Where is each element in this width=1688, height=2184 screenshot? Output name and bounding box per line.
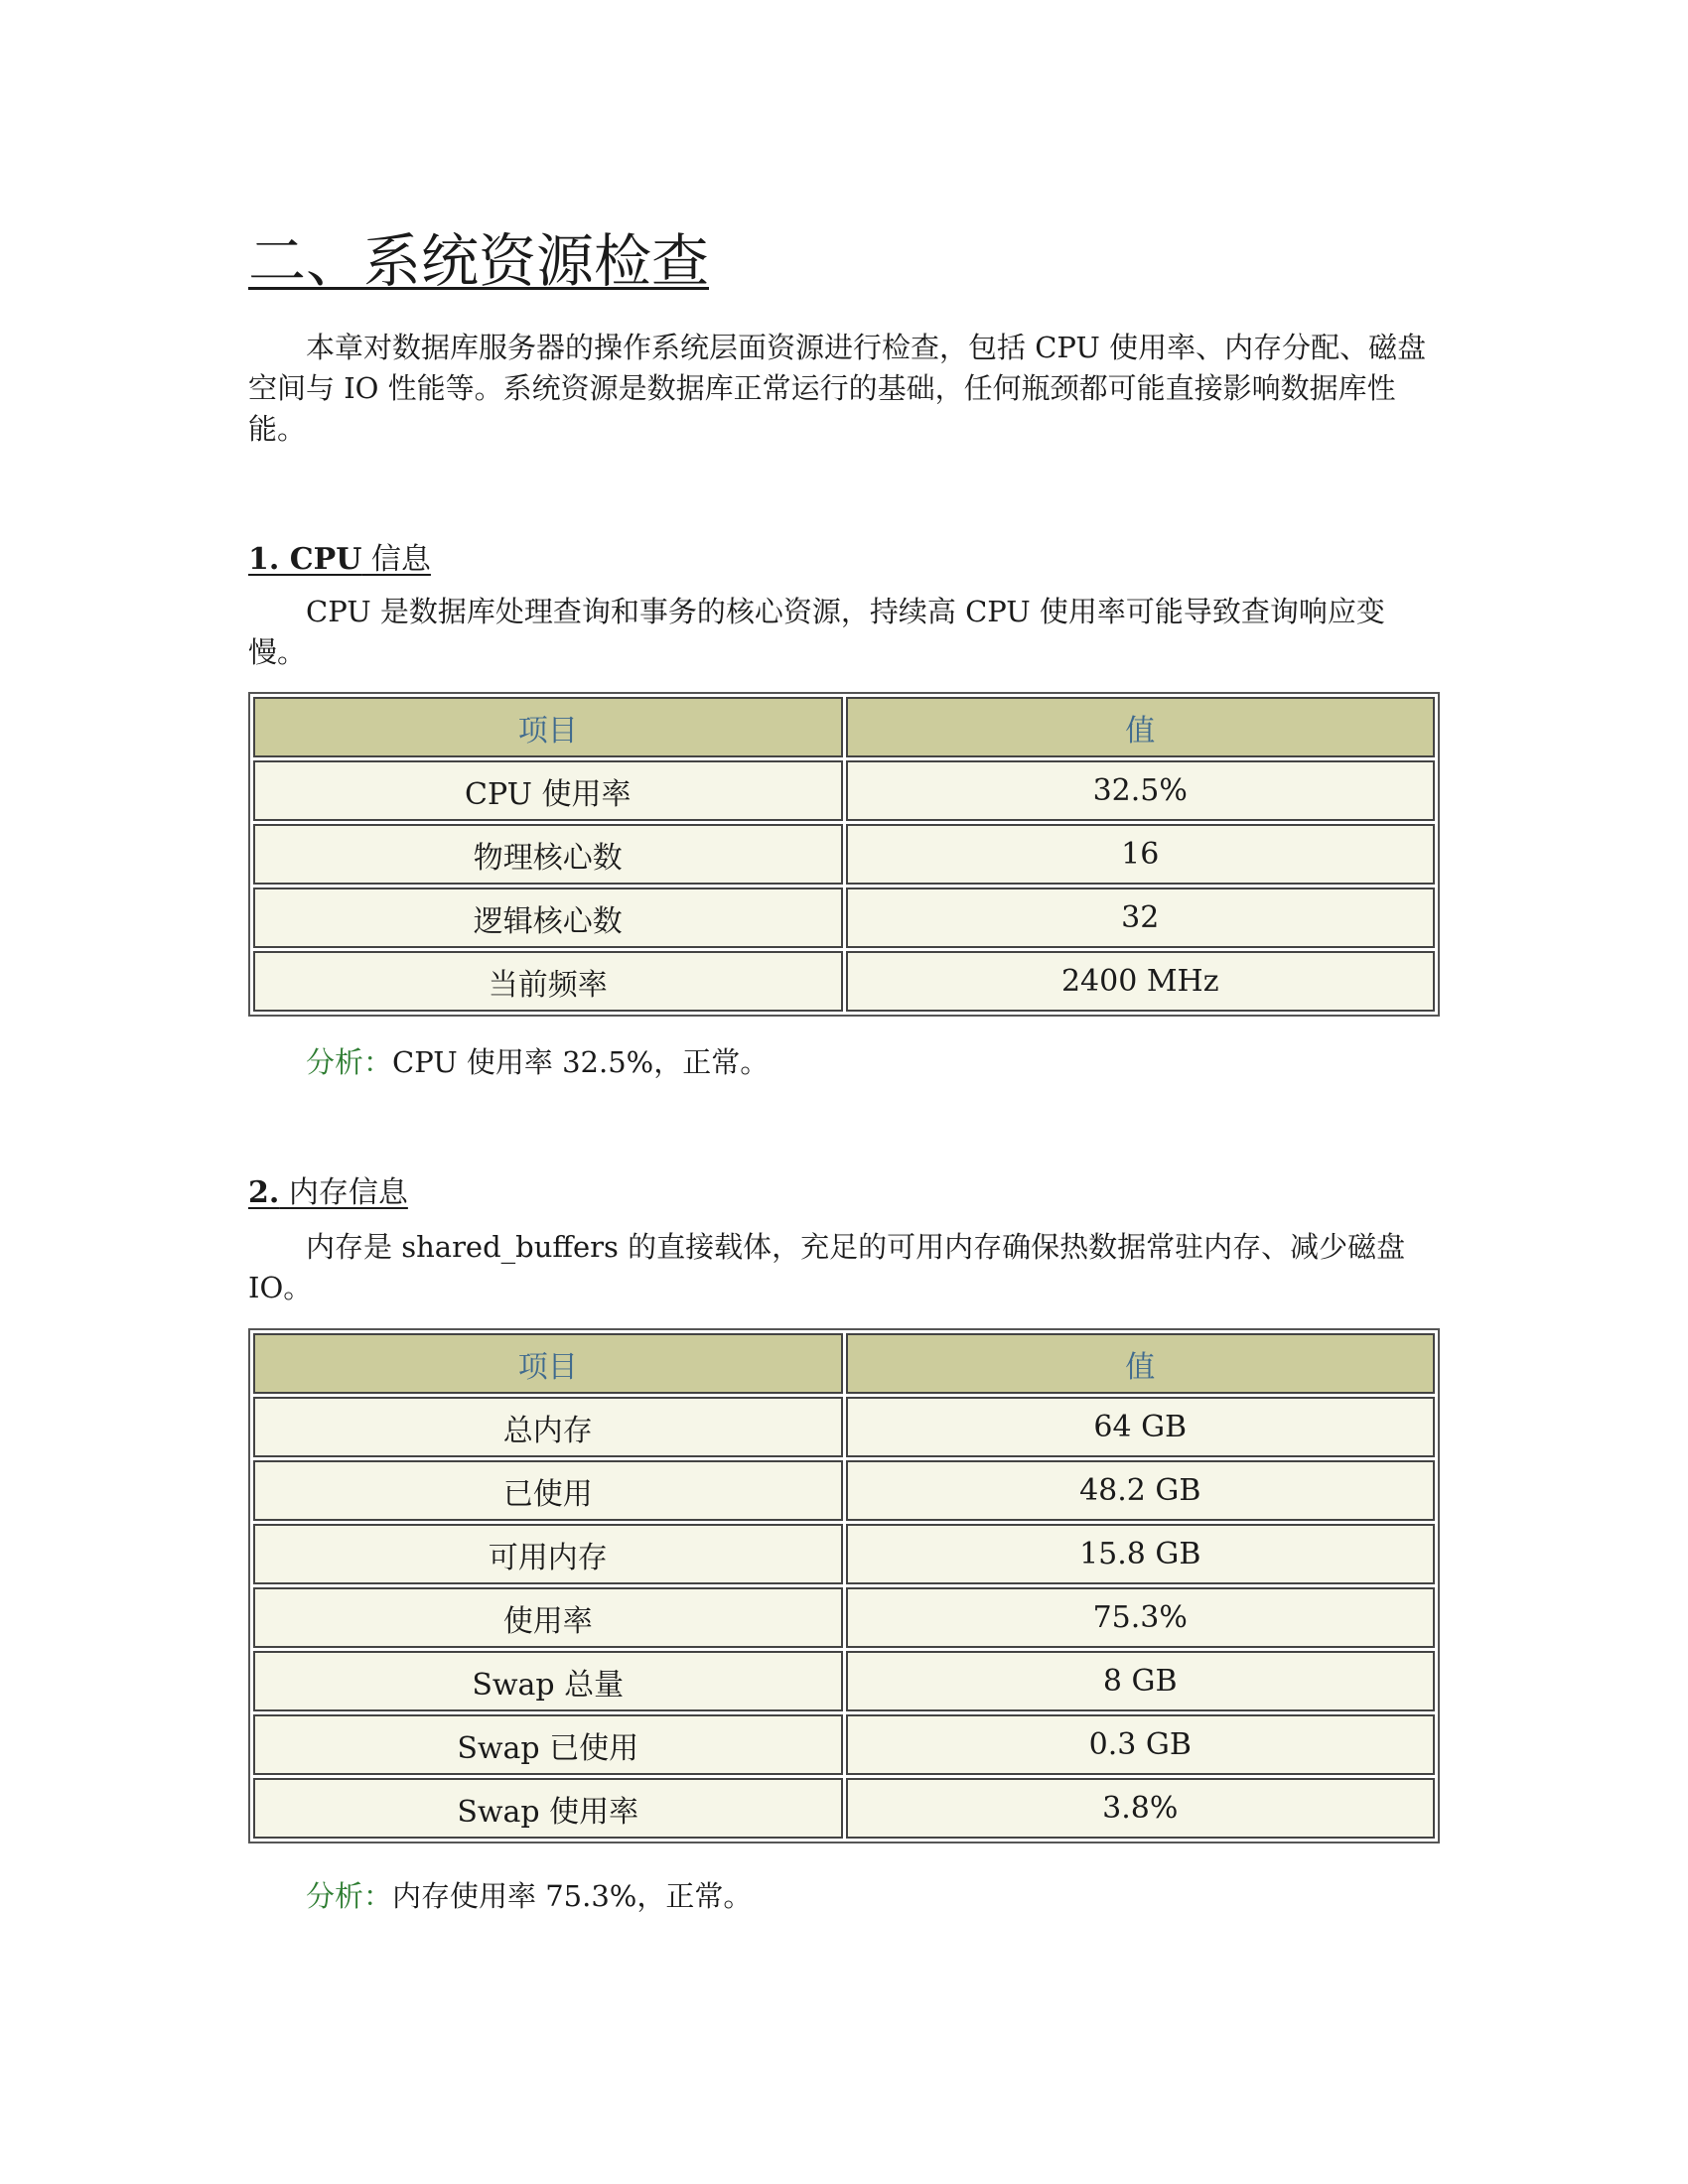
cell-item: 当前频率 bbox=[253, 951, 843, 1012]
chapter-intro: 本章对数据库服务器的操作系统层面资源进行检查，包括 CPU 使用率、内存分配、磁盘空间与 IO 性能等。系统资源是数据库正常运行的基础，任何瓶颈都可能直接影响数据库性能。 bbox=[248, 331, 1427, 446]
table-header-row bbox=[253, 697, 1435, 757]
cpu-description: CPU 是数据库处理查询和事务的核心资源，持续高 CPU 使用率可能导致查询响应变慢。 bbox=[248, 595, 1385, 669]
memory-analysis bbox=[306, 1876, 752, 1917]
cell-item: 逻辑核心数 bbox=[253, 887, 843, 948]
cell-value: 16 bbox=[846, 824, 1436, 885]
chapter-title: 二、系统资源检查 bbox=[248, 227, 710, 295]
table-row bbox=[253, 887, 1435, 948]
memory-analysis-text: 内存使用率 75.3%，正常。 bbox=[392, 1879, 753, 1913]
cpu-analysis-text: CPU 使用率 32.5%，正常。 bbox=[392, 1045, 770, 1079]
memory-info-table bbox=[248, 1328, 1440, 1843]
cell-item: Swap 已使用 bbox=[253, 1714, 843, 1775]
cell-item: Swap 使用率 bbox=[253, 1778, 843, 1839]
cpu-heading-number: 1. CPU bbox=[248, 542, 362, 577]
cell-item: 已使用 bbox=[253, 1460, 843, 1521]
memory-description: 内存是 shared_buffers 的直接载体，充足的可用内存确保热数据常驻内存、减少磁盘 IO。 bbox=[248, 1230, 1406, 1304]
cpu-analysis-label: 分析： bbox=[306, 1045, 393, 1079]
memory-heading-number: 2. bbox=[248, 1175, 280, 1210]
cell-value: 75.3% bbox=[846, 1587, 1436, 1648]
table-row bbox=[253, 1524, 1435, 1584]
table-row bbox=[253, 1651, 1435, 1711]
cell-item: 可用内存 bbox=[253, 1524, 843, 1584]
cpu-analysis bbox=[306, 1042, 769, 1083]
cell-value: 3.8% bbox=[846, 1778, 1436, 1839]
table-row bbox=[253, 1587, 1435, 1648]
column-header-value: 值 bbox=[846, 1333, 1436, 1394]
memory-section-heading bbox=[248, 1167, 408, 1211]
cpu-info-table bbox=[248, 692, 1440, 1017]
column-header-value: 值 bbox=[846, 697, 1436, 757]
table-row bbox=[253, 1714, 1435, 1775]
table-row bbox=[253, 824, 1435, 885]
table-row bbox=[253, 1460, 1435, 1521]
column-header-item: 项目 bbox=[253, 697, 843, 757]
table-row bbox=[253, 760, 1435, 821]
column-header-item: 项目 bbox=[253, 1333, 843, 1394]
cell-item: 总内存 bbox=[253, 1397, 843, 1457]
cell-value: 32.5% bbox=[846, 760, 1436, 821]
cell-item: 物理核心数 bbox=[253, 824, 843, 885]
cell-value: 0.3 GB bbox=[846, 1714, 1436, 1775]
cell-value: 15.8 GB bbox=[846, 1524, 1436, 1584]
cpu-section-heading bbox=[248, 534, 431, 578]
cpu-heading-text: 信息 bbox=[361, 542, 431, 577]
cell-value: 2400 MHz bbox=[846, 951, 1436, 1012]
cell-item: 使用率 bbox=[253, 1587, 843, 1648]
cell-value: 64 GB bbox=[846, 1397, 1436, 1457]
cell-value: 32 bbox=[846, 887, 1436, 948]
table-header-row bbox=[253, 1333, 1435, 1394]
cell-item: Swap 总量 bbox=[253, 1651, 843, 1711]
table-row bbox=[253, 951, 1435, 1012]
cell-item: CPU 使用率 bbox=[253, 760, 843, 821]
memory-heading-text: 内存信息 bbox=[279, 1175, 408, 1210]
cell-value: 48.2 GB bbox=[846, 1460, 1436, 1521]
table-row bbox=[253, 1397, 1435, 1457]
cell-value: 8 GB bbox=[846, 1651, 1436, 1711]
memory-analysis-label: 分析： bbox=[306, 1879, 393, 1913]
table-row bbox=[253, 1778, 1435, 1839]
